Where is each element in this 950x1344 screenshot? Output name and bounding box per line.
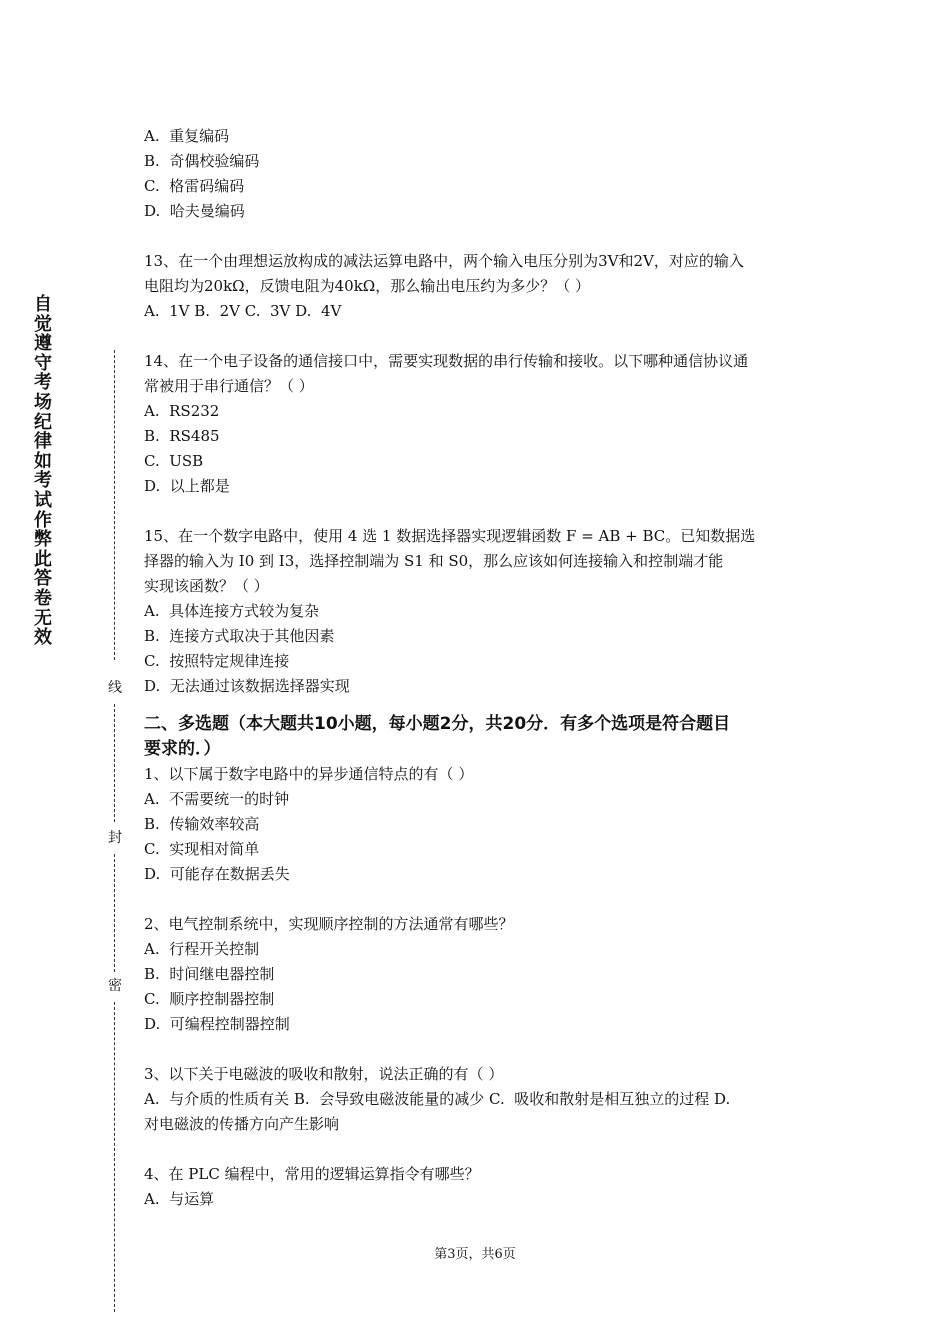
question-stem: 常被用于串行通信？（ ） — [144, 377, 314, 395]
option-line: 对电磁波的传播方向产生影响 — [144, 1115, 340, 1133]
option-line: A. 具体连接方式较为复杂 — [144, 602, 320, 620]
binding-line-middle-1 — [114, 704, 115, 822]
binding-line-middle-2 — [114, 854, 115, 972]
multi-question-1 — [144, 762, 814, 887]
question-stem: 13、在一个由理想运放构成的减法运算电路中，两个输入电压分别为3V和2V，对应的输入 — [144, 252, 744, 270]
option-line: A. 与介质的性质有关 B. 会导致电磁波能量的减少 C. 吸收和散射是相互独立的过程 D. — [144, 1090, 731, 1108]
option-line: B. 连接方式取决于其他因素 — [144, 627, 335, 645]
option-line: B. 奇偶校验编码 — [144, 152, 260, 170]
option-line: B. 传输效率较高 — [144, 815, 260, 833]
multi-question-3 — [144, 1062, 814, 1137]
question-stem: 2、电气控制系统中，实现顺序控制的方法通常有哪些？ — [144, 915, 514, 933]
option-line: A. RS232 — [144, 402, 220, 420]
option-line: A. 不需要统一的时钟 — [144, 790, 290, 808]
option-line: B. RS485 — [144, 427, 220, 445]
section-title: 要求的．） — [144, 739, 221, 759]
section-title: 二、多选题（本大题共10小题，每小题2分，共20分．有多个选项是符合题目 — [144, 714, 731, 734]
option-line: D. 哈夫曼编码 — [144, 202, 245, 220]
option-line: D. 无法通过该数据选择器实现 — [144, 677, 350, 695]
binding-line-upper — [114, 350, 115, 660]
question-13 — [144, 249, 814, 324]
question-stem: 4、在 PLC 编程中，常用的逻辑运算指令有哪些？ — [144, 1165, 480, 1183]
question-14 — [144, 349, 814, 499]
binding-label-seal: 封 — [108, 830, 122, 846]
option-line: C. 按照特定规律连接 — [144, 652, 290, 670]
option-line: C. 格雷码编码 — [144, 177, 245, 195]
option-line: A. 行程开关控制 — [144, 940, 260, 958]
question-stem: 择器的输入为 I0 到 I3，选择控制端为 S1 和 S0，那么应该如何连接输入和控制端才能 — [144, 552, 724, 570]
exam-content — [144, 124, 814, 1212]
question-15 — [144, 524, 814, 699]
multi-question-4 — [144, 1162, 814, 1212]
multi-question-2 — [144, 912, 814, 1037]
option-line: D. 以上都是 — [144, 477, 230, 495]
binding-label-secret: 密 — [108, 978, 122, 994]
question-stem: 15、在一个数字电路中，使用 4 选 1 数据选择器实现逻辑函数 F = AB + BC。已知数据选 — [144, 527, 756, 545]
question-12-options — [144, 124, 814, 224]
binding-line-lower — [114, 1002, 115, 1312]
option-line: C. 顺序控制器控制 — [144, 990, 275, 1008]
option-line: A. 1V B. 2V C. 3V D. 4V — [144, 302, 342, 320]
question-stem: 实现该函数？（ ） — [144, 577, 269, 595]
question-stem: 14、在一个电子设备的通信接口中，需要实现数据的串行传输和接收。以下哪种通信协议通 — [144, 352, 749, 370]
section-2-heading — [144, 712, 814, 762]
question-stem: 1、以下属于数字电路中的异步通信特点的有（ ） — [144, 765, 474, 783]
question-stem: 电阻均为20kΩ，反馈电阻为40kΩ，那么输出电压约为多少？（ ） — [144, 277, 590, 295]
option-line: A. 重复编码 — [144, 127, 230, 145]
option-line: B. 时间继电器控制 — [144, 965, 275, 983]
option-line: C. 实现相对简单 — [144, 840, 260, 858]
option-line: D. 可能存在数据丢失 — [144, 865, 290, 883]
option-line: D. 可编程控制器控制 — [144, 1015, 290, 1033]
binding-label-line: 线 — [108, 680, 122, 696]
page-number: 第3页，共6页 — [434, 1247, 516, 1262]
exam-rules-warning: 自觉遵守考场纪律如考试作弊此答卷无效 — [34, 294, 52, 649]
option-line: C. USB — [144, 452, 204, 470]
question-stem: 3、以下关于电磁波的吸收和散射，说法正确的有（ ） — [144, 1065, 504, 1083]
option-line: A. 与运算 — [144, 1190, 215, 1208]
